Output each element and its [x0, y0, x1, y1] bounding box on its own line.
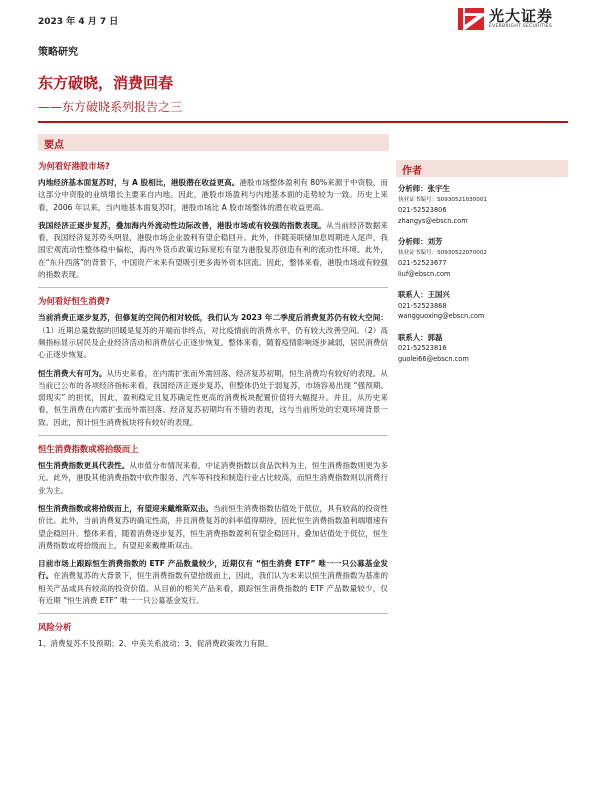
- paragraph-lead: 我国经济正逐步复苏，叠加海内外流动性边际改善，港股市场或有较强的指数表现。: [38, 220, 326, 230]
- report-date: 2023 年 4 月 7 日: [38, 17, 119, 27]
- author-phone: 021-52523806: [398, 206, 447, 214]
- paragraph-body: 1、消费复苏不及预期；2、中美关系波动；3、促消费政策效力有限。: [38, 639, 273, 649]
- section-heading: 恒生消费指数或将拾级而上: [38, 444, 139, 455]
- contact-card: [398, 290, 566, 322]
- logo-name-en: EVERBRIGHT SECURITIES: [489, 24, 553, 29]
- report-title: 东方破晓，消费回春: [38, 74, 174, 92]
- paragraph: [38, 503, 388, 552]
- paragraph: [38, 460, 388, 497]
- main-content: [38, 160, 388, 657]
- summary-label: 要点: [44, 140, 64, 151]
- contact-name: 联系人：郭磊: [398, 332, 443, 342]
- contact-card: [398, 333, 566, 365]
- author-card: [398, 237, 566, 279]
- authors-label: 作者: [402, 166, 422, 177]
- paragraph-lead: 恒生消费指数或将拾级而上，有望迎来戴维斯双击。: [38, 503, 214, 513]
- section-divider: [38, 435, 388, 436]
- section-heading: 为何看好恒生消费?: [38, 296, 110, 307]
- paragraph: [38, 368, 388, 429]
- everbright-logo-icon: [458, 6, 484, 32]
- paragraph-body: 港股市场整体盈利有 80%来源于中资股，而这部分中资股的业绩增长主要来自内地。因此，港股市场盈利与内地基本面的走势较为一致。历史上来看，2006 年以来，当内地基本面复苏时，港股市场比 A 股市场整体的潜在收益更高。: [38, 178, 388, 212]
- author-card: [398, 184, 566, 226]
- paragraph: [38, 177, 388, 214]
- authors-list: [398, 184, 566, 375]
- paragraph-lead: 内地经济基本面复苏时，与 A 股相比，港股潜在收益更高。: [38, 178, 240, 187]
- paragraph: [38, 638, 388, 650]
- paragraph-body: 从市值分布情况来看，中证消费指数以食品饮料为主，恒生消费指数则更为多元。此外，港股其他消费指数中软件服务、汽车等科技和制造行业占比较高，而恒生消费指数则以消费行业为主。: [38, 461, 389, 495]
- author-email[interactable]: liuf@ebscn.com: [398, 269, 451, 278]
- author-email[interactable]: zhangys@ebscn.com: [398, 216, 468, 225]
- summary-bar: [38, 134, 389, 151]
- paragraph-lead: 恒生消费指数更具代表性。: [38, 461, 130, 471]
- contact-email[interactable]: wangguoxing@ebscn.com: [398, 312, 485, 320]
- paragraph: [38, 312, 388, 361]
- report-subtitle: ——东方破晓系列报告之三: [38, 100, 183, 114]
- report-category: 策略研究: [38, 47, 78, 58]
- paragraph-lead: 当前消费正逐步复苏，但修复的空间仍相对较低，我们认为 2023 年二季度后消费复苏仍有较大空间：: [38, 313, 388, 323]
- paragraph-body: 当前恒生消费指数估值处于低位，具有较高的投资性价比。此外，当前消费复苏的确定性高，并且消费复苏的斜率值得期待，因此恒生消费指数盈利端增速有望企稳回升。整体来看，随着消费逐步复苏，恒生消费指数盈利有望企稳回升，叠加估值处于低位，恒生消费指数或将拾级而上，有望迎来戴维斯双击。: [38, 503, 389, 550]
- contact-phone: 021-52523868: [398, 301, 447, 310]
- authors-bar: [396, 160, 568, 177]
- contact-name: 联系人：王国兴: [398, 290, 450, 299]
- author-phone: 021-52523677: [398, 259, 447, 267]
- paragraph: [38, 558, 388, 607]
- author-name: 分析师：刘芳: [398, 237, 443, 246]
- author-name: 分析师：张宇生: [398, 184, 450, 193]
- logo: [458, 4, 568, 34]
- paragraph-lead: 目前市场上跟踪恒生消费指数的 ETF 产品数量较少，近期仅有 “恒生消费 ETF” 唯一一只公募基金发行。: [38, 559, 388, 581]
- author-reg-number: 执业证书编号：S0930522070002: [398, 249, 487, 256]
- section-divider: [38, 613, 388, 614]
- logo-name-cn: 光大证券: [489, 7, 554, 25]
- author-reg-number: 执业证书编号：S0930521030001: [398, 196, 487, 203]
- contact-email[interactable]: guolei66@ebscn.com: [398, 354, 469, 363]
- paragraph-lead: 恒生消费大有可为。: [38, 368, 107, 378]
- paragraph-body: 在消费复苏的大背景下，恒生消费指数有望拾级而上，因此，我们认为未来以恒生消费指数为基准的相关产品或具有较高的投资价值。从目前的相关产品来看，跟踪恒生消费指数的 ETF 产品数量较少，仅有近期 “恒生消费 ETF” 唯一一只公募基金发行。: [38, 571, 388, 606]
- paragraph-body: 从当前经济数据来看，我国经济复苏势头明显，港股市场企业盈利有望企稳回升。此外，伴随美联储加息周期进入尾声，我国宏观流动性整体稳中偏松，海内外货币政策边际宽松有望为港股复苏创造有利的流动性环境。此外，在“东升西落”的背景下，中国资产未来有望吸引更多海外资本回流。因此，整体来看，港股市场或有较强的指数表现。: [38, 220, 389, 280]
- contact-phone: 021-52523816: [398, 344, 447, 352]
- paragraph-body: 从历史来看，在内需扩张而外需回落、经济复苏初期，恒生消费均有较好的表现。从当前已公布的各项经济指标来看，我国经济正逐步复苏，但整体仍处于弱复苏，市场容易出现 “强预期、弱现实” 的担忧，因此，盈利稳定且复苏确定性更高的消费板块配置价值将大幅提升。并且，从历史来看，恒生消费在内需扩张而外需回落、经济复苏初期均有不错的表现，这与当前所处的宏观环境背景一致。因此，预计恒生消费板块将有较好的表现。: [38, 368, 388, 427]
- paragraph-body: （1）近期总量数据的回暖是复苏的开端而非终点，对比疫情前的消费水平，仍有较大改善空间。（2）高频指标显示居民及企业经济活动和消费信心正逐步恢复。整体来看，随着疫情影响逐步减弱，居民消费信心正逐步恢复。: [38, 325, 388, 360]
- section-divider: [38, 287, 388, 288]
- paragraph: [38, 220, 388, 281]
- section-heading: 为何看好港股市场?: [38, 161, 110, 171]
- section-heading: 风险分析: [38, 622, 72, 633]
- title-divider: [38, 121, 568, 123]
